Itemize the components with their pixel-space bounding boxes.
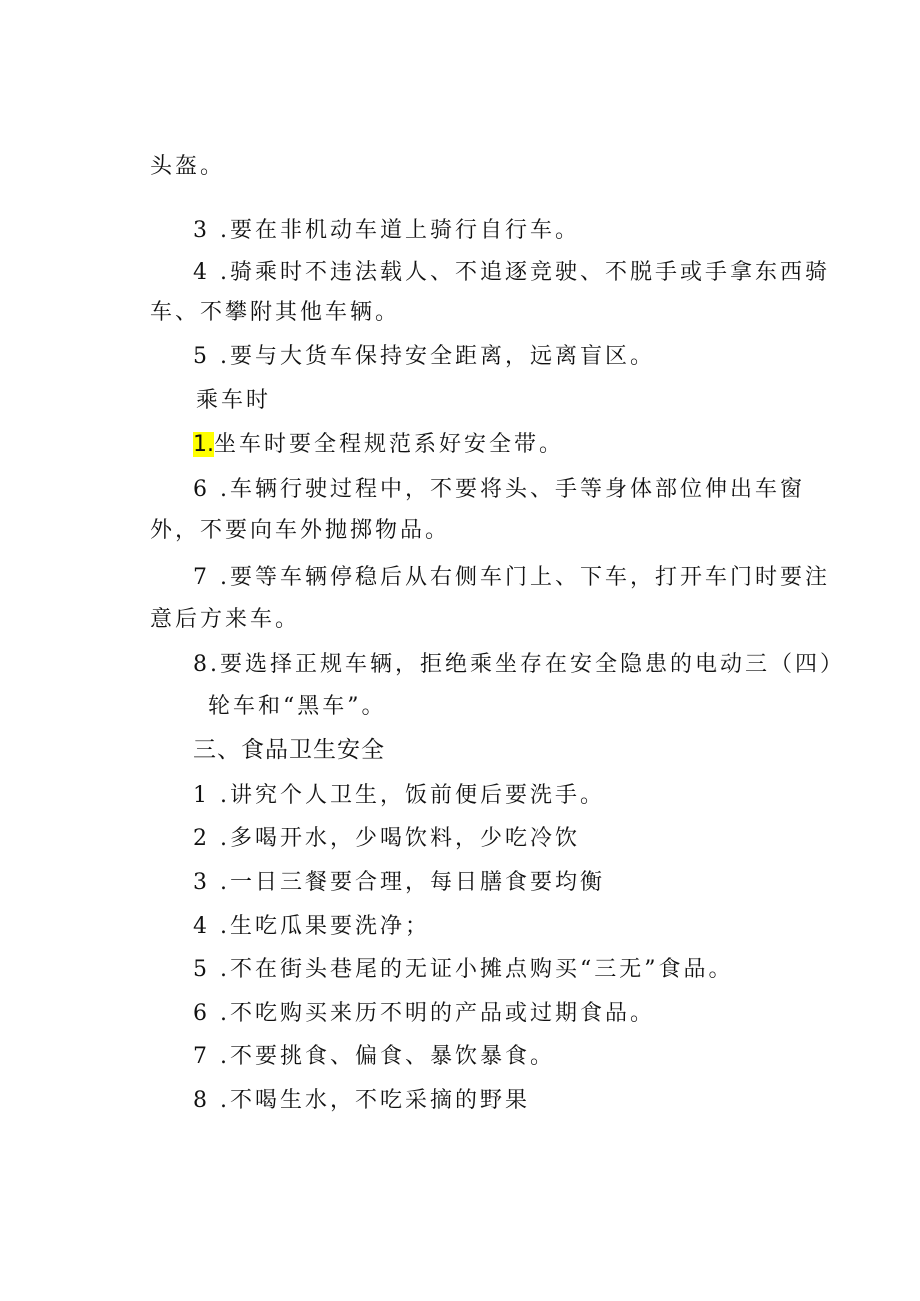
text-line: 外，不要向车外抛掷物品。: [150, 518, 451, 543]
list-item: 2 .多喝开水，少喝饮料，少吃冷饮: [193, 826, 580, 851]
subheading: 乘车时: [196, 388, 272, 413]
list-item: 4 .生吃瓜果要洗净；: [193, 914, 430, 939]
list-item: 3 .一日三餐要合理，每日膳食要均衡: [193, 870, 605, 895]
highlighted-number: 1.: [193, 432, 214, 457]
list-item: 4 .骑乘时不违法载人、不追逐竞驶、不脱手或手拿东西骑: [193, 260, 830, 285]
text-line: 轮车和“黑车”。: [208, 694, 387, 719]
text-line: 头盔。: [150, 154, 226, 179]
text-line: 意后方来车。: [150, 607, 301, 632]
list-item: 1 .讲究个人卫生，饭前便后要洗手。: [193, 783, 605, 808]
list-item: 7 .不要挑食、偏食、暴饮暴食。: [193, 1044, 555, 1069]
list-item-highlighted: [193, 430, 564, 460]
list-item: 8 .不喝生水，不吃采摘的野果: [193, 1088, 530, 1113]
list-item: 5 .不在街头巷尾的无证小摊点购买“三无”食品。: [193, 957, 734, 982]
list-item: 6 .车辆行驶过程中，不要将头、手等身体部位伸出车窗: [193, 477, 805, 502]
list-item: 3 .要在非机动车道上骑行自行车。: [193, 218, 580, 243]
list-item-text: 坐车时要全程规范系好安全带。: [214, 432, 565, 457]
list-item: 7 .要等车辆停稳后从右侧车门上、下车，打开车门时要注: [193, 565, 830, 590]
section-heading: 三、食品卫生安全: [193, 737, 385, 763]
list-item: 6 .不吃购买来历不明的产品或过期食品。: [193, 1001, 655, 1026]
list-item: 5 .要与大货车保持安全距离，远离盲区。: [193, 344, 655, 369]
list-item: 8.要选择正规车辆，拒绝乘坐存在安全隐患的电动三（四）: [193, 652, 845, 677]
text-line: 车、不攀附其他车辆。: [150, 300, 401, 325]
